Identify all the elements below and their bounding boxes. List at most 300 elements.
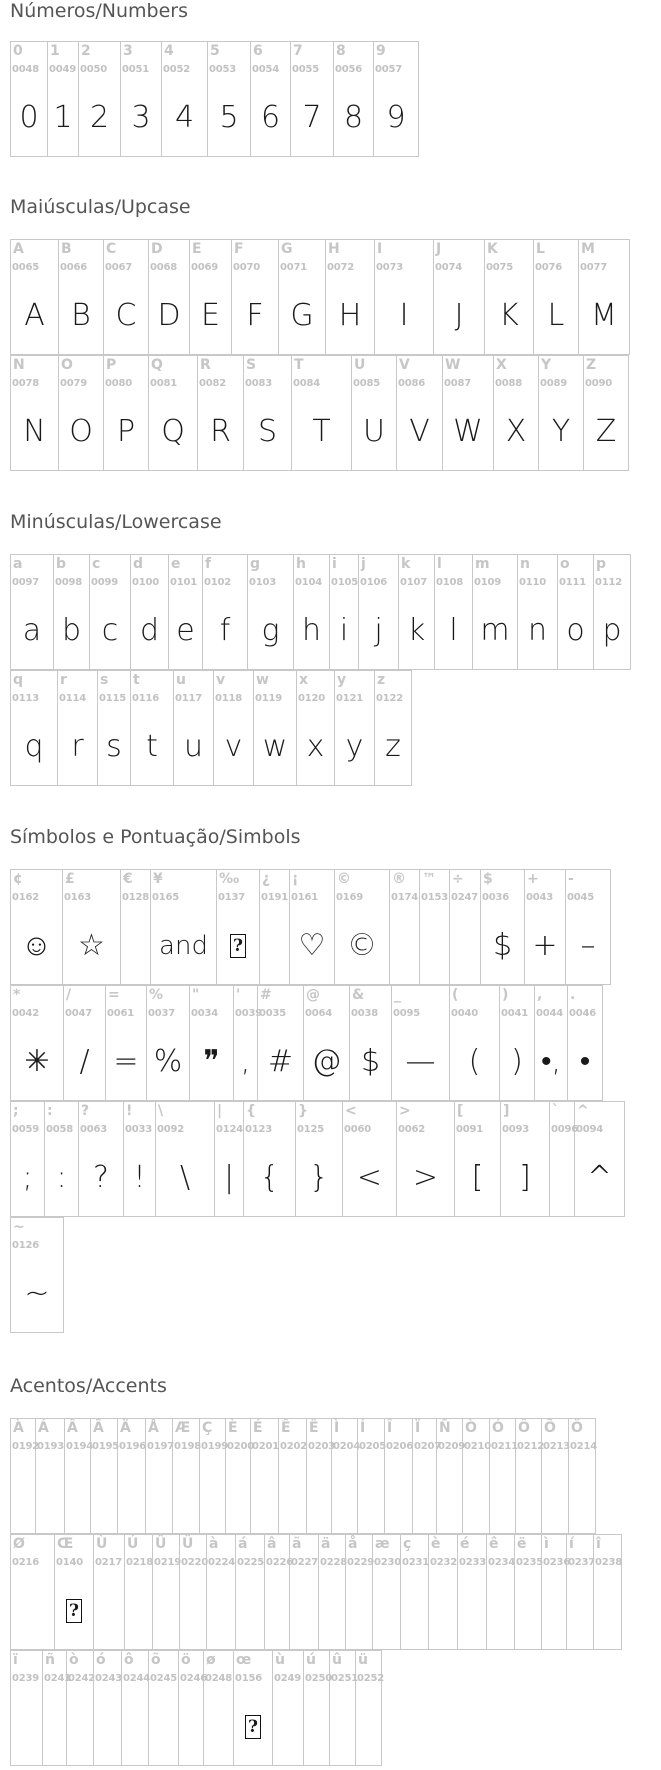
glyph-sample: ☺	[21, 928, 52, 963]
char-code: 0246	[180, 1673, 208, 1684]
glyph-sample: j	[374, 613, 383, 648]
char-label: i	[332, 556, 337, 572]
char-cell	[455, 1102, 501, 1216]
glyph-sample: ♡	[298, 928, 326, 963]
char-code: 0056	[335, 64, 363, 75]
glyph-sample	[390, 918, 419, 974]
glyph-sample: \	[179, 1160, 191, 1195]
char-label: 9	[376, 43, 386, 59]
char-cell	[373, 1535, 401, 1649]
char-label: r	[60, 672, 67, 688]
glyph-sample	[118, 1467, 145, 1523]
char-label: €	[123, 871, 133, 887]
missing-glyph-box	[217, 918, 259, 974]
char-code: 0074	[435, 262, 463, 273]
glyph-sample: s	[106, 729, 122, 764]
glyph-sample	[36, 1467, 64, 1523]
char-code: 0057	[375, 64, 403, 75]
char-cell	[124, 1102, 156, 1216]
char-cell	[542, 1419, 569, 1533]
char-label: ñ	[45, 1652, 55, 1668]
char-code: 0193	[37, 1441, 65, 1452]
glyph-sample: )	[511, 1044, 523, 1079]
char-label: œ	[236, 1652, 252, 1668]
char-code: 0233	[459, 1557, 487, 1568]
char-label: Ù	[96, 1536, 108, 1552]
char-code: 0043	[526, 892, 554, 903]
glyph-sample	[11, 1467, 35, 1523]
glyph-sample	[332, 1467, 357, 1523]
glyph-sample: x	[306, 729, 325, 764]
char-cell	[11, 1218, 64, 1332]
char-cell	[207, 1535, 236, 1649]
char-label: Ï	[415, 1420, 421, 1436]
glyph-sample: ~	[24, 1276, 50, 1311]
char-cell	[98, 671, 131, 785]
char-cell	[234, 1651, 273, 1765]
char-code: 0217	[95, 1557, 123, 1568]
glyph-sample: |	[223, 1160, 235, 1195]
char-row	[10, 1217, 64, 1333]
glyph-sample: {	[259, 1160, 280, 1195]
glyph-sample	[567, 1583, 593, 1639]
char-code: 0209	[438, 1441, 466, 1452]
char-label: 1	[50, 43, 60, 59]
glyph-sample: P	[116, 414, 136, 449]
glyph-sample: g	[261, 613, 280, 648]
char-label: ~	[13, 1219, 25, 1235]
char-label: Û	[155, 1536, 167, 1552]
glyph-sample: %	[153, 1044, 183, 1079]
char-code: 0097	[12, 577, 40, 588]
char-label: Ü	[182, 1536, 194, 1552]
char-label: .	[570, 987, 576, 1003]
char-cell	[131, 671, 174, 785]
glyph-sample: [	[471, 1160, 484, 1195]
char-code: 0096	[551, 1124, 579, 1135]
char-code: 0092	[157, 1124, 185, 1135]
char-label: ò	[69, 1652, 79, 1668]
glyph-sample: ^	[586, 1160, 613, 1195]
char-code: 0140	[56, 1557, 84, 1568]
char-cell	[399, 555, 435, 669]
char-code: 0091	[456, 1124, 484, 1135]
glyph-sample	[43, 1699, 66, 1755]
char-cell	[59, 356, 104, 470]
char-code: 0033	[125, 1124, 153, 1135]
glyph-sample	[550, 1150, 574, 1206]
glyph-sample: w	[262, 729, 288, 764]
char-cell	[215, 1102, 244, 1216]
char-cell	[515, 1535, 542, 1649]
section-title-numbers: Números/Numbers	[10, 0, 188, 22]
glyph-sample	[516, 1467, 541, 1523]
char-cell	[294, 555, 330, 669]
char-label: N	[13, 357, 25, 373]
glyph-sample	[307, 1467, 331, 1523]
char-cell	[258, 986, 304, 1100]
glyph-sample	[290, 1583, 318, 1639]
glyph-sample	[420, 918, 449, 974]
char-code: 0116	[132, 693, 160, 704]
glyph-sample: f	[219, 613, 231, 648]
char-label: 0	[13, 43, 23, 59]
char-cell	[198, 356, 244, 470]
char-label: 3	[123, 43, 133, 59]
char-cell	[94, 1651, 122, 1765]
char-code: 0040	[451, 1008, 479, 1019]
char-cell	[121, 870, 151, 984]
char-cell	[55, 1535, 94, 1649]
char-cell	[397, 1102, 455, 1216]
char-code: 0198	[174, 1441, 202, 1452]
char-label: õ	[151, 1652, 161, 1668]
char-row	[10, 985, 603, 1101]
glyph-sample	[304, 1699, 329, 1755]
char-label: ä	[321, 1536, 331, 1552]
char-label: Á	[38, 1420, 49, 1436]
char-cell	[232, 240, 279, 354]
glyph-sample	[356, 1699, 381, 1755]
char-label: ö	[181, 1652, 191, 1668]
char-cell	[64, 986, 106, 1100]
char-label: `	[552, 1103, 559, 1119]
glyph-sample	[121, 918, 150, 974]
char-cell	[106, 986, 147, 1100]
char-cell	[190, 986, 234, 1100]
char-code: 0053	[209, 64, 237, 75]
glyph-sample: ]	[519, 1160, 531, 1195]
char-cell	[558, 555, 594, 669]
char-code: 0123	[245, 1124, 273, 1135]
char-code: 0202	[280, 1441, 308, 1452]
char-label: ó	[96, 1652, 106, 1668]
char-code: 0231	[402, 1557, 430, 1568]
char-code: 0068	[150, 262, 178, 273]
char-code: 0046	[569, 1008, 597, 1019]
glyph-sample: 9	[386, 100, 406, 135]
char-code: 0105	[331, 577, 359, 588]
char-cell	[330, 1651, 359, 1765]
char-label: Î	[387, 1420, 393, 1436]
glyph-sample	[11, 1699, 42, 1755]
glyph-sample: d	[139, 613, 160, 648]
char-cell	[450, 986, 500, 1100]
char-code: 0061	[107, 1008, 135, 1019]
char-code: 0095	[393, 1008, 421, 1019]
char-cell	[332, 1419, 361, 1533]
char-code: 0153	[421, 892, 449, 903]
glyph-sample	[429, 1583, 457, 1639]
glyph-sample: 1	[53, 100, 73, 135]
char-label: x	[299, 672, 309, 688]
glyph-sample: F	[246, 298, 264, 333]
char-code: 0111	[559, 577, 587, 588]
char-label: ¢	[13, 871, 23, 887]
glyph-sample: k	[407, 613, 426, 648]
char-code: 0069	[191, 262, 219, 273]
glyph-sample	[450, 918, 480, 974]
char-cell	[359, 555, 399, 669]
char-code: 0038	[351, 1008, 379, 1019]
char-code: 0197	[147, 1441, 175, 1452]
glyph-sample: and	[159, 931, 208, 961]
char-label: |	[217, 1103, 223, 1119]
char-cell	[118, 1419, 146, 1533]
char-label: G	[281, 241, 293, 257]
char-cell	[575, 1102, 625, 1216]
char-code: 0137	[218, 892, 246, 903]
char-label: /	[66, 987, 72, 1003]
missing-glyph-box	[234, 1699, 272, 1755]
char-cell	[260, 870, 290, 984]
char-cell	[542, 1535, 571, 1649]
char-code: 0236	[543, 1557, 571, 1568]
char-cell	[79, 42, 121, 156]
char-label: b	[56, 556, 67, 572]
glyph-sample	[413, 1467, 436, 1523]
char-cell	[374, 42, 419, 156]
char-code: 0192	[12, 1441, 40, 1452]
char-cell	[584, 356, 629, 470]
char-cell	[11, 42, 48, 156]
char-code: 0094	[576, 1124, 604, 1135]
char-label: O	[61, 357, 73, 373]
char-code: 0235	[516, 1557, 544, 1568]
char-code: 0117	[175, 693, 203, 704]
char-code: 0082	[199, 378, 227, 389]
glyph-sample: E	[201, 298, 220, 333]
char-code: 0196	[119, 1441, 147, 1452]
char-cell	[149, 240, 190, 354]
char-code: 0247	[451, 892, 479, 903]
char-code: 0070	[233, 262, 261, 273]
glyph-sample	[207, 1583, 235, 1639]
glyph-sample	[11, 1583, 54, 1639]
char-label: Í	[360, 1420, 366, 1436]
char-cell	[254, 671, 297, 785]
char-cell	[122, 1651, 149, 1765]
glyph-sample: ❞	[203, 1044, 220, 1079]
char-label: Ø	[13, 1536, 25, 1552]
char-label: H	[328, 241, 340, 257]
char-label: I	[377, 241, 383, 257]
char-label: ¡	[292, 871, 299, 887]
char-cell	[450, 870, 481, 984]
missing-glyph-mark: ?	[66, 1599, 82, 1623]
char-label: ®	[392, 871, 406, 887]
char-code: 0249	[274, 1673, 302, 1684]
char-code: 0243	[95, 1673, 123, 1684]
char-code: 0089	[540, 378, 568, 389]
char-code: 0216	[12, 1557, 40, 1568]
section-title-accents: Acentos/Accents	[10, 1375, 167, 1397]
char-code: 0174	[391, 892, 419, 903]
glyph-sample: :	[56, 1160, 67, 1195]
glyph-sample	[515, 1583, 541, 1639]
char-label: É	[253, 1420, 263, 1436]
glyph-sample: r	[71, 729, 84, 764]
char-label: d	[133, 556, 144, 572]
glyph-sample: c	[101, 613, 119, 648]
char-cell	[248, 555, 294, 669]
char-code: 0058	[46, 1124, 74, 1135]
char-label: ø	[206, 1652, 216, 1668]
glyph-sample	[65, 1467, 90, 1523]
char-label: ‰	[219, 871, 240, 887]
char-cell	[11, 1102, 45, 1216]
char-label: Ñ	[439, 1420, 451, 1436]
glyph-sample: #	[267, 1044, 294, 1079]
char-label: ê	[489, 1536, 499, 1552]
glyph-sample: a	[22, 613, 42, 648]
char-label: o	[560, 556, 570, 572]
char-label: ï	[13, 1652, 18, 1668]
char-cell	[54, 555, 90, 669]
char-label: *	[13, 987, 21, 1003]
char-code: 0115	[99, 693, 127, 704]
char-cell	[65, 1419, 94, 1533]
char-code: 0213	[543, 1441, 571, 1452]
char-cell	[91, 1419, 118, 1533]
char-code: 0072	[327, 262, 355, 273]
char-label: @	[306, 987, 320, 1003]
char-code: 0244	[123, 1673, 151, 1684]
char-code: 0067	[105, 262, 133, 273]
char-code: 0251	[331, 1673, 359, 1684]
char-label: Æ	[175, 1420, 191, 1436]
char-cell	[200, 1419, 229, 1533]
char-cell	[217, 870, 260, 984]
glyph-sample	[346, 1583, 372, 1639]
char-label: U	[354, 357, 366, 373]
char-code: 0242	[68, 1673, 96, 1684]
char-label: 4	[164, 43, 174, 59]
char-label: e	[171, 556, 181, 572]
char-label: :	[47, 1103, 53, 1119]
char-label: $	[483, 871, 493, 887]
char-label: P	[106, 357, 117, 373]
char-row	[10, 1101, 625, 1217]
char-cell	[11, 1535, 55, 1649]
char-cell	[156, 1102, 215, 1216]
char-label: \	[158, 1103, 164, 1119]
char-code: 0064	[305, 1008, 333, 1019]
glyph-sample: 7	[302, 100, 322, 135]
glyph-sample	[236, 1583, 264, 1639]
char-cell	[350, 986, 392, 1100]
glyph-sample	[91, 1467, 117, 1523]
glyph-sample	[67, 1699, 93, 1755]
char-code: 0055	[292, 64, 320, 75]
char-cell	[251, 1419, 279, 1533]
glyph-sample: J	[454, 298, 464, 333]
char-cell	[481, 870, 525, 984]
char-cell	[334, 42, 374, 156]
char-label: Ç	[202, 1420, 213, 1436]
char-code: 0112	[595, 577, 623, 588]
missing-glyph-mark: ?	[245, 1715, 261, 1739]
glyph-sample: R	[210, 414, 231, 449]
char-label: À	[13, 1420, 24, 1436]
char-code: 0078	[12, 378, 40, 389]
glyph-sample	[125, 1583, 152, 1639]
char-cell	[326, 240, 375, 354]
glyph-sample	[279, 1467, 306, 1523]
char-label: (	[452, 987, 459, 1003]
char-cell	[162, 42, 208, 156]
char-label: '	[236, 987, 241, 1003]
glyph-sample: 5	[219, 100, 239, 135]
glyph-sample: $	[492, 928, 513, 963]
glyph-sample: >	[412, 1160, 439, 1195]
glyph-sample: Q	[161, 414, 185, 449]
char-label: È	[228, 1420, 238, 1436]
char-code: 0195	[92, 1441, 120, 1452]
char-row	[10, 1534, 622, 1650]
char-code: 0084	[293, 378, 321, 389]
char-label: n	[520, 556, 530, 572]
char-cell	[296, 1102, 343, 1216]
char-code: 0063	[80, 1124, 108, 1135]
glyph-sample	[373, 1583, 400, 1639]
char-code: 0194	[66, 1441, 94, 1452]
char-label: â	[267, 1536, 277, 1552]
char-label: Ú	[127, 1536, 139, 1552]
char-cell	[397, 356, 443, 470]
char-cell	[11, 555, 54, 669]
char-code: 0205	[359, 1441, 387, 1452]
char-cell	[208, 42, 251, 156]
char-cell	[518, 555, 558, 669]
char-code: 0034	[191, 1008, 219, 1019]
char-code: 0121	[336, 693, 364, 704]
char-cell	[319, 1535, 346, 1649]
glyph-sample: b	[61, 613, 82, 648]
char-label: %	[149, 987, 164, 1003]
char-label: Œ	[57, 1536, 74, 1552]
glyph-sample: U	[363, 414, 385, 449]
char-cell	[121, 42, 162, 156]
char-label: 8	[336, 43, 346, 59]
char-code: 0214	[570, 1441, 598, 1452]
char-label: y	[337, 672, 347, 688]
char-cell	[516, 1419, 545, 1533]
char-cell	[11, 1419, 40, 1533]
char-code: 0122	[376, 693, 404, 704]
char-cell	[279, 240, 326, 354]
char-code: 0035	[259, 1008, 287, 1019]
section-title-symbols: Símbolos e Pontuação/Simbols	[10, 826, 301, 848]
char-code: 0229	[347, 1557, 375, 1568]
glyph-sample	[146, 1467, 172, 1523]
char-cell	[174, 671, 214, 785]
glyph-sample: i	[339, 613, 349, 648]
glyph-sample: 8	[343, 100, 364, 135]
char-cell	[104, 240, 149, 354]
glyph-sample	[542, 1583, 566, 1639]
char-code: 0080	[105, 378, 133, 389]
char-label: Ô	[518, 1420, 530, 1436]
char-cell	[63, 870, 121, 984]
glyph-sample: M	[591, 298, 617, 333]
char-label: ù	[275, 1652, 285, 1668]
char-code: 0050	[80, 64, 108, 75]
char-cell	[169, 555, 203, 669]
char-label: +	[527, 871, 539, 887]
char-code: 0101	[170, 577, 198, 588]
char-code: 0206	[386, 1441, 414, 1452]
